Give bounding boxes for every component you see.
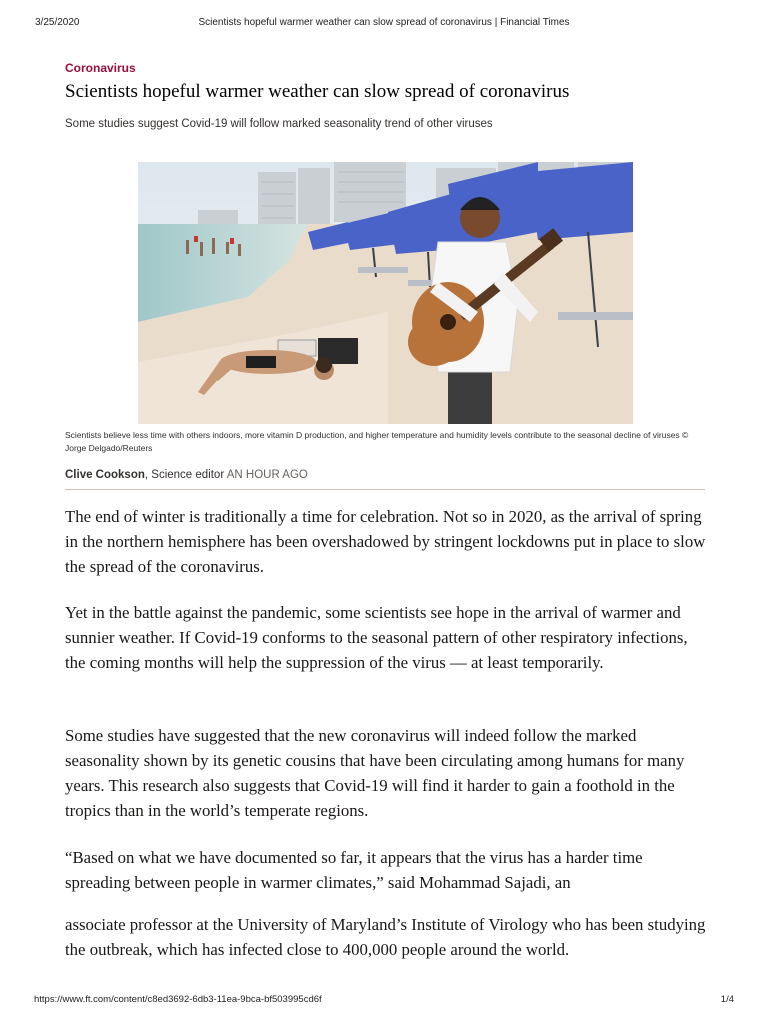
standfirst: Some studies suggest Covid-19 will follow marked seasonality trend of other viruses [65,118,493,130]
byline-divider [65,489,705,490]
body-paragraph: associate professor at the University of Maryland’s Institute of Virology who has been studying the outbreak, which has infected close to 400,000 people around the world. [65,915,706,959]
article-photo [138,162,633,424]
body-paragraph: “Based on what we have documented so far, it appears that the virus has a harder time spreading between people in warmer climates,” said Mohammad Sajadi, an [65,848,643,892]
print-doc-title: Scientists hopeful warmer weather can slow spread of coronavirus | Financial Times [198,17,570,28]
headline: Scientists hopeful warmer weather can slow spread of coronavirus [65,81,570,102]
byline [65,467,705,483]
body-paragraph: The end of winter is traditionally a time for celebration. Not so in 2020, as the arrival of spring in the northern hemisphere has been overshadowed by stringent lockdowns put in place to slow the spread of the coronavirus. [65,507,706,576]
beach-photo-illustration [138,162,633,424]
print-page-number: 1/4 [720,994,734,1005]
publish-time: AN HOUR AGO [226,469,308,481]
author-link[interactable]: Clive Cookson [65,469,145,481]
body-paragraph: Yet in the battle against the pandemic, some scientists see hope in the arrival of warmer and sunnier weather. If Covid-19 conforms to the seasonal pattern of other respiratory infections, the coming months will help the suppression of the virus — at least temporarily. [65,603,688,672]
topic-link[interactable]: Coronavirus [65,61,136,75]
print-header [0,17,768,31]
author-role: , Science editor [144,469,227,481]
print-footer [0,994,768,1008]
photo-caption: Scientists believe less time with others indoors, more vitamin D production, and higher temperature and humidity levels contribute to the seasonal decline of viruses © Jorge Delgado/Reuters [65,430,689,453]
print-url: https://www.ft.com/content/c8ed3692-6db3-11ea-9bca-bf503995cd6f [34,994,322,1005]
print-date: 3/25/2020 [35,17,80,28]
body-paragraph: Some studies have suggested that the new coronavirus will indeed follow the marked seasonality shown by its genetic cousins that have been circulating among humans for many years. This research also suggests that Covid-19 will find it harder to gain a foothold in the tropics than in the world’s temperate regions. [65,726,685,820]
